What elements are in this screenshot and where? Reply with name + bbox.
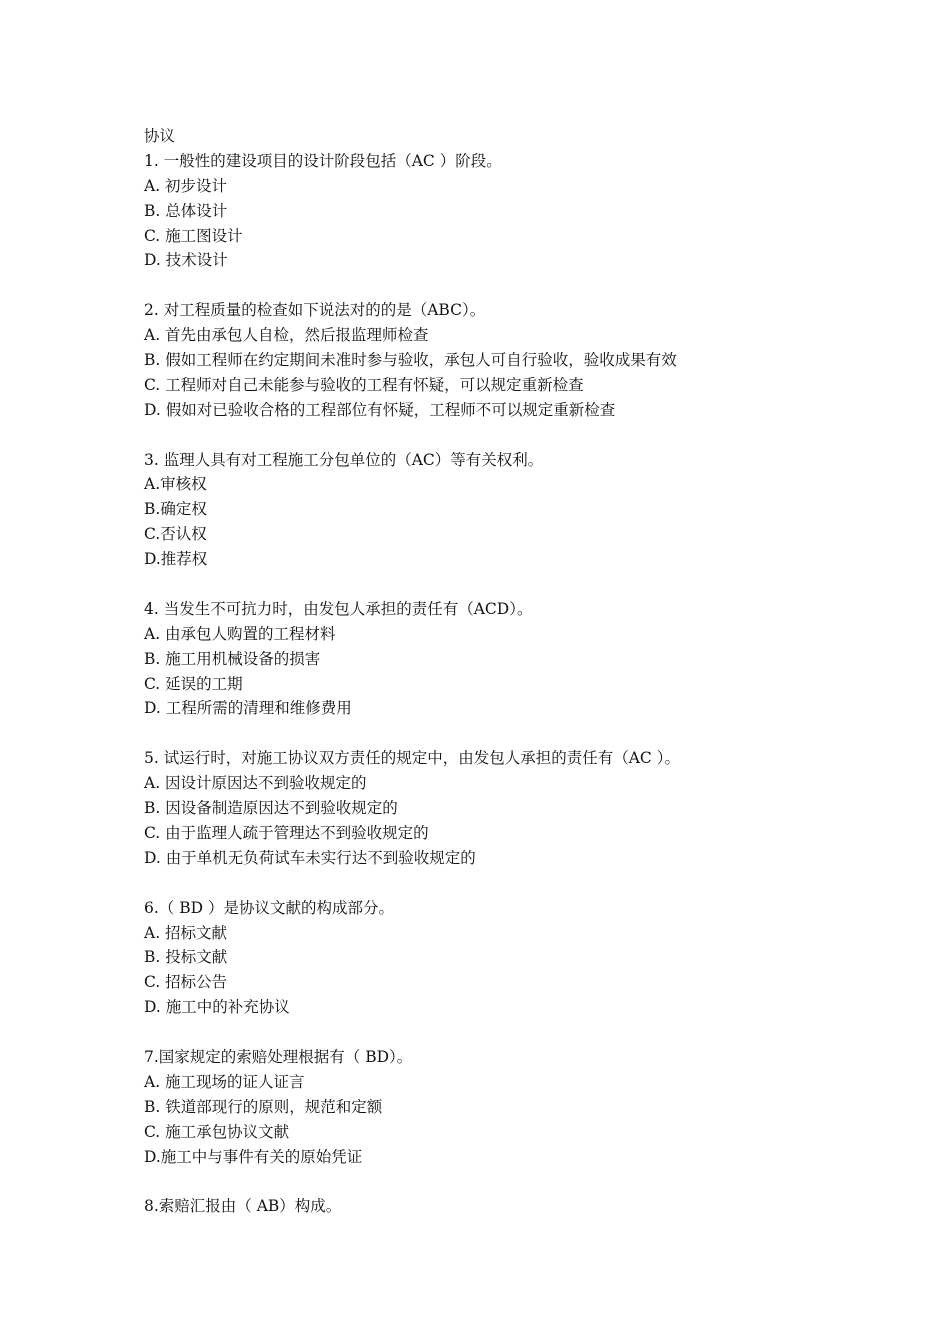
option-a: A. 由承包人购置的工程材料 — [144, 624, 336, 643]
option-b: B. 假如工程师在约定期间未准时参与验收，承包人可自行验收，验收成果有效 — [144, 351, 677, 370]
question-stem: 6.（ BD ）是协议文献的构成部分。 — [144, 898, 394, 917]
option-d: D. 由于单机无负荷试车未实行达不到验收规定的 — [144, 848, 476, 867]
spacer — [144, 1169, 844, 1194]
spacer — [144, 721, 844, 746]
spacer — [144, 423, 844, 448]
option-c: C. 工程师对自己未能参与验收的工程有怀疑，可以规定重新检查 — [144, 375, 584, 394]
option-b: B. 投标文献 — [144, 948, 228, 967]
question-3 — [144, 448, 844, 572]
question-1 — [144, 149, 844, 273]
question-2 — [144, 298, 844, 422]
option-c: C. 延误的工期 — [144, 674, 243, 693]
option-c: C. 施工图设计 — [144, 226, 243, 245]
option-c: C. 施工承包协议文献 — [144, 1122, 290, 1141]
question-stem: 5. 试运行时，对施工协议双方责任的规定中，由发包人承担的责任有（AC ）。 — [144, 749, 680, 768]
question-4 — [144, 597, 844, 721]
question-stem: 1. 一般性的建设项目的设计阶段包括（AC ）阶段。 — [144, 151, 502, 170]
option-b: B. 施工用机械设备的损害 — [144, 649, 321, 668]
question-8 — [144, 1194, 844, 1219]
document-page — [144, 124, 844, 1219]
option-d: D. 技术设计 — [144, 251, 228, 270]
option-d: D. 工程所需的清理和维修费用 — [144, 699, 352, 718]
option-b: B. 总体设计 — [144, 201, 228, 220]
option-a: A. 招标文献 — [144, 923, 228, 942]
question-6 — [144, 896, 844, 1020]
option-c: C.否认权 — [144, 525, 207, 544]
option-d: D.施工中与事件有关的原始凭证 — [144, 1147, 363, 1166]
option-a: A. 施工现场的证人证言 — [144, 1072, 305, 1091]
option-d: D. 施工中的补充协议 — [144, 998, 290, 1017]
question-7 — [144, 1045, 844, 1169]
option-b: B. 铁道部现行的原则，规范和定额 — [144, 1097, 383, 1116]
spacer — [144, 572, 844, 597]
option-b: B. 因设备制造原因达不到验收规定的 — [144, 799, 398, 818]
document-title: 协议 — [144, 127, 176, 145]
question-5 — [144, 746, 844, 870]
option-a: A.审核权 — [144, 475, 207, 494]
option-d: D. 假如对已验收合格的工程部位有怀疑，工程师不可以规定重新检查 — [144, 400, 616, 419]
spacer — [144, 273, 844, 298]
spacer — [144, 871, 844, 896]
option-c: C. 由于监理人疏于管理达不到验收规定的 — [144, 823, 429, 842]
option-a: A. 初步设计 — [144, 176, 228, 195]
option-c: C. 招标公告 — [144, 973, 228, 992]
option-a: A. 因设计原因达不到验收规定的 — [144, 774, 367, 793]
question-stem: 8.索赔汇报由（ AB）构成。 — [144, 1197, 342, 1216]
question-stem: 4. 当发生不可抗力时，由发包人承担的责任有（ACD）。 — [144, 599, 533, 618]
question-stem: 7.国家规定的索赔处理根据有（ BD）。 — [144, 1047, 413, 1066]
option-d: D.推荐权 — [144, 550, 208, 569]
question-stem: 3. 监理人具有对工程施工分包单位的（AC）等有关权利。 — [144, 450, 544, 469]
option-a: A. 首先由承包人自检，然后报监理师检查 — [144, 326, 429, 345]
question-stem: 2. 对工程质量的检查如下说法对的的是（ABC）。 — [144, 301, 486, 320]
option-b: B.确定权 — [144, 500, 207, 519]
spacer — [144, 1020, 844, 1045]
